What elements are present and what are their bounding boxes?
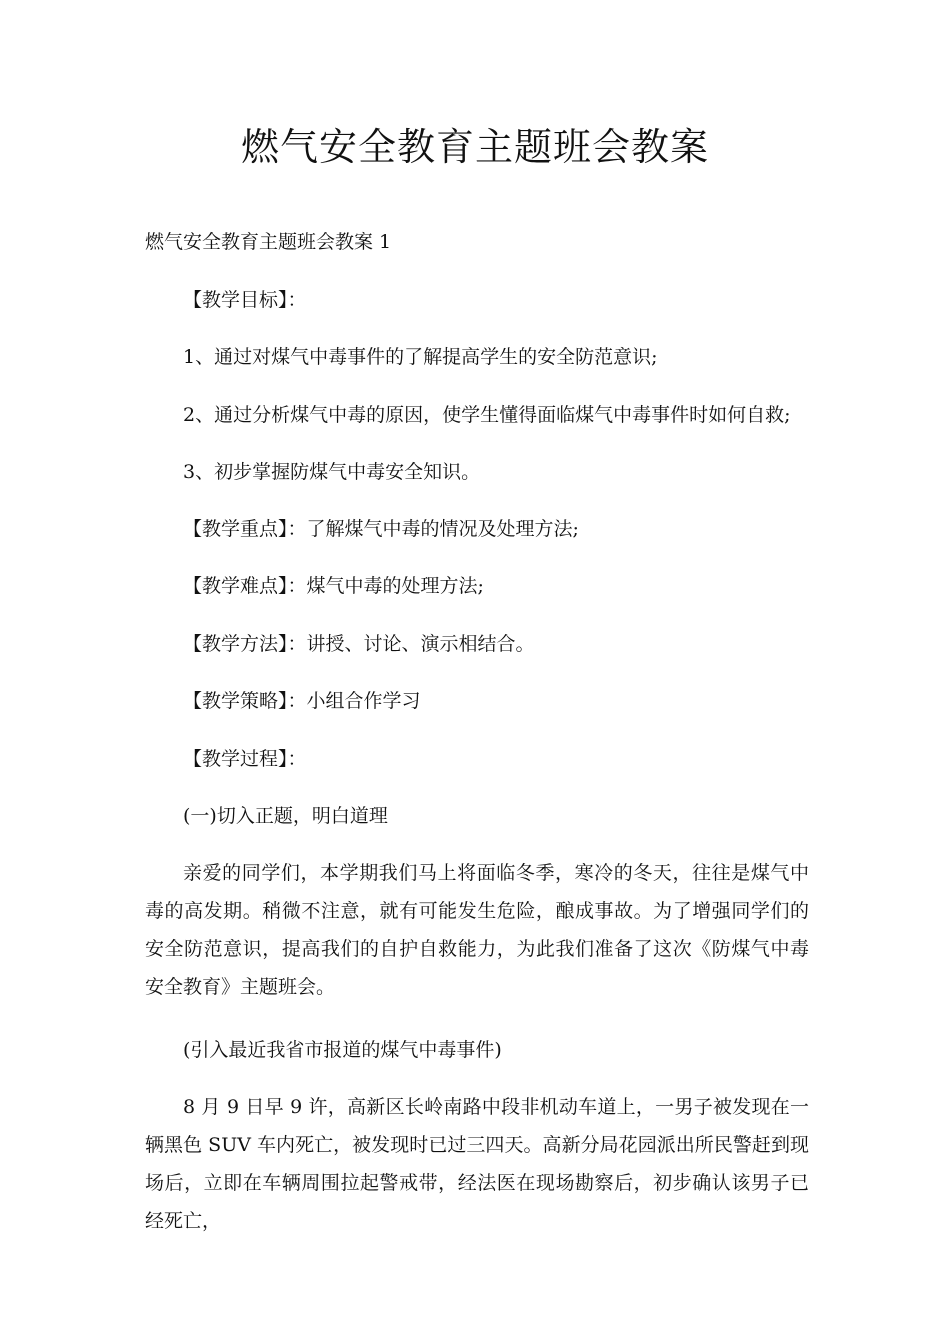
teaching-strategy: 【教学策略】：小组合作学习: [183, 690, 421, 712]
objective-3: 3、初步掌握防煤气中毒安全知识。: [183, 461, 481, 483]
objective-1: 1、通过对煤气中毒事件的了解提高学生的安全防范意识;: [183, 346, 658, 368]
news-note: (引入最近我省市报道的煤气中毒事件): [183, 1039, 502, 1061]
intro-paragraph: 亲爱的同学们，本学期我们马上将面临冬季，寒冷的冬天，往往是煤气中毒的高发期。稍微不注意，就有可能发生危险，酿成事故。为了增强同学们的安全防范意识，提高我们的自护自救能力，为此我们准备了这次《防煤气中毒安全教育》主题班会。: [145, 862, 809, 998]
process-heading: 【教学过程】：: [183, 748, 307, 770]
difficulties: 【教学难点】：煤气中毒的处理方法;: [183, 575, 484, 597]
objectives-heading: 【教学目标】：: [183, 289, 307, 311]
teaching-methods: 【教学方法】：讲授、讨论、演示相结合。: [183, 633, 535, 655]
objective-2: 2、通过分析煤气中毒的原因，使学生懂得面临煤气中毒事件时如何自救;: [183, 404, 791, 426]
document-title: 燃气安全教育主题班会教案: [240, 125, 709, 169]
key-points: 【教学重点】：了解煤气中毒的情况及处理方法;: [183, 518, 579, 540]
news-paragraph: 8 月 9 日早 9 许，高新区长岭南路中段非机动车道上，一男子被发现在一辆黑色 SUV 车内死亡，被发现时已过三四天。高新分局花园派出所民警赶到现场后，立即在车辆周围拉起警戒带，经法医在现场勘察后，初步确认该男子已经死亡，: [145, 1096, 809, 1232]
section-1-heading: (一)切入正题，明白道理: [183, 805, 388, 827]
lesson-plan-subtitle: 燃气安全教育主题班会教案 1: [145, 231, 392, 253]
